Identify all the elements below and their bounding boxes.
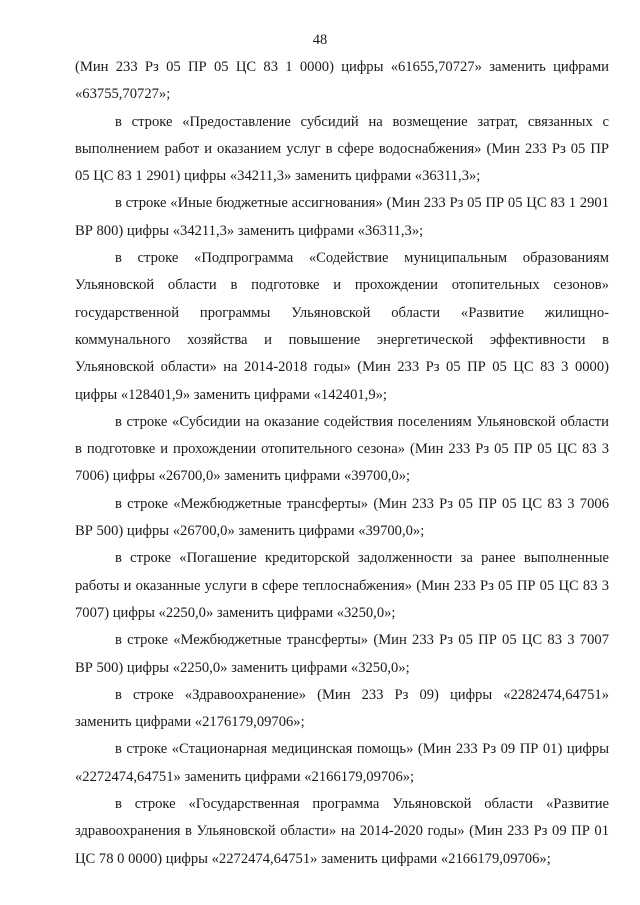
paragraph: в строке «Межбюджетные трансферты» (Мин 233 Рз 05 ПР 05 ЦС 83 3 7006 ВР 500) цифры «26700,0» заменить цифрами «39700,0»;: [75, 495, 609, 540]
paragraph: в строке «Погашение кредиторской задолженности за ранее выполненные работы и оказанные услуги в сфере теплоснабжения» (Мин 233 Рз 05 ПР 05 ЦС 83 3 7007) цифры «2250,0» заменить цифрами «3250,0»;: [75, 550, 609, 621]
page-number: 48: [312, 32, 328, 48]
paragraph: в строке «Государственная программа Ульяновской области «Развитие здравоохранения в Ульяновской области» на 2014-2020 годы» (Мин 233 Рз 09 ПР 01 ЦС 78 0 0000) цифры «2272474,64751» заменить цифрами «2166179,09706»;: [75, 796, 609, 867]
paragraph: в строке «Иные бюджетные ассигнования» (Мин 233 Рз 05 ПР 05 ЦС 83 1 2901 ВР 800) цифры «34211,3» заменить цифрами «36311,3»;: [75, 195, 609, 239]
paragraph: в строке «Здравоохранение» (Мин 233 Рз 09) цифры «2282474,64751» заменить цифрами «2176179,09706»;: [75, 686, 609, 731]
paragraph: в строке «Предоставление субсидий на возмещение затрат, связанных с выполнением работ и оказанием услуг в сфере водоснабжения» (Мин 233 Рз 05 ПР 05 ЦС 83 1 2901) цифры «34211,3» заменить цифрами «36311,3»;: [75, 113, 609, 185]
paragraph: в строке «Стационарная медицинская помощь» (Мин 233 Рз 09 ПР 01) цифры «2272474,64751» заменить цифрами «2166179,09706»;: [75, 741, 609, 785]
paragraph: (Мин 233 Рз 05 ПР 05 ЦС 83 1 0000) цифры «61655,70727» заменить цифрами «63755,70727»;: [75, 59, 609, 103]
document-body: [75, 54, 609, 873]
paragraph: в строке «Подпрограмма «Содействие муниципальным образованиям Ульяновской области в подготовке и прохождении отопительных сезонов» государственной программы Ульяновской области «Развитие жилищно-коммунального хозяйства и повышение энергетической эффективности в Ульяновской области» на 2014-2018 годы» (Мин 233 Рз 05 ПР 05 ЦС 83 3 0000) цифры «128401,9» заменить цифрами «142401,9»;: [75, 250, 609, 403]
paragraph: в строке «Субсидии на оказание содействия поселениям Ульяновской области в подготовке и прохождении отопительного сезона» (Мин 233 Рз 05 ПР 05 ЦС 83 3 7006) цифры «26700,0» заменить цифрами «39700,0»;: [75, 413, 609, 485]
paragraph: в строке «Межбюджетные трансферты» (Мин 233 Рз 05 ПР 05 ЦС 83 3 7007 ВР 500) цифры «2250,0» заменить цифрами «3250,0»;: [75, 632, 609, 676]
